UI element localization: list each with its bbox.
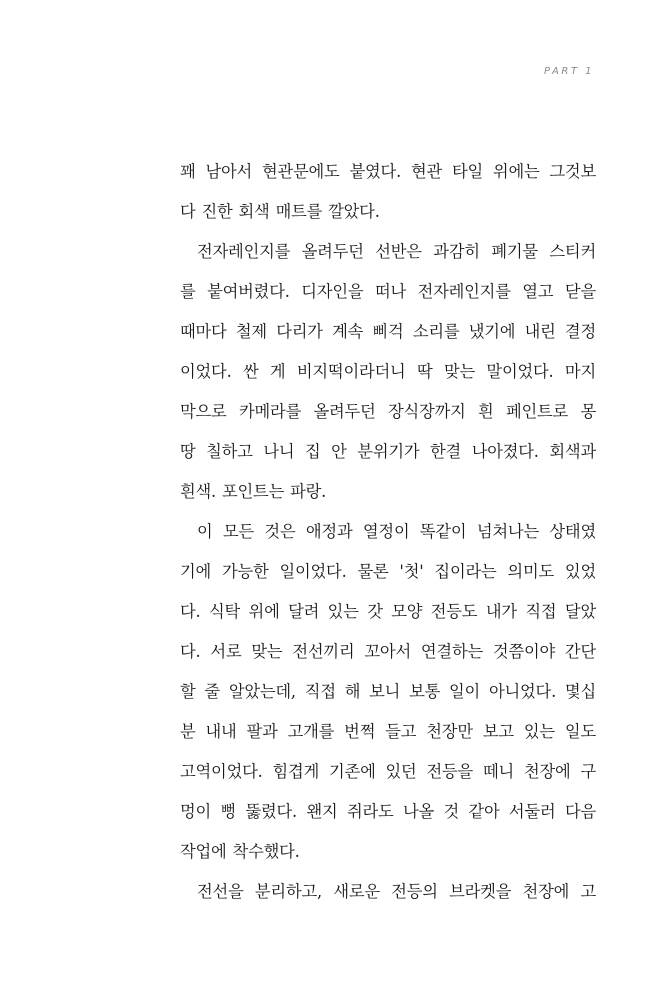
text-line: 작업에 착수했다. bbox=[180, 842, 300, 861]
text-line: 다. 식탁 위에 달려 있는 갓 모양 전등도 내가 직접 달았 bbox=[180, 602, 596, 621]
text-line: 고역이었다. 힘겹게 기존에 있던 전등을 떼니 천장에 구 bbox=[180, 762, 596, 781]
text-line: 분 내내 팔과 고개를 번쩍 들고 천장만 보고 있는 일도 bbox=[180, 722, 596, 741]
running-head: PART 1 bbox=[544, 66, 594, 77]
body-text bbox=[180, 152, 596, 912]
text-line: 이었다. 싼 게 비지떡이라더니 딱 맞는 말이었다. 마지 bbox=[180, 362, 596, 381]
text-line: 전선을 분리하고, 새로운 전등의 브라켓을 천장에 고 bbox=[197, 882, 596, 901]
text-line: 멍이 뻥 뚫렸다. 왠지 쥐라도 나올 것 같아 서둘러 다음 bbox=[180, 802, 596, 821]
text-line: 때마다 철제 다리가 계속 삐걱 소리를 냈기에 내린 결정 bbox=[180, 322, 596, 341]
text-line: 다 진한 회색 매트를 깔았다. bbox=[180, 202, 380, 221]
text-line: 이 모든 것은 애정과 열정이 똑같이 넘쳐나는 상태였 bbox=[197, 522, 596, 541]
text-line: 기에 가능한 일이었다. 물론 '첫' 집이라는 의미도 있었 bbox=[180, 562, 596, 581]
text-line: 를 붙여버렸다. 디자인을 떠나 전자레인지를 열고 닫을 bbox=[180, 282, 596, 301]
text-line: 꽤 남아서 현관문에도 붙였다. 현관 타일 위에는 그것보 bbox=[180, 162, 596, 181]
text-line: 다. 서로 맞는 전선끼리 꼬아서 연결하는 것쯤이야 간단 bbox=[180, 642, 596, 661]
text-line: 흰색. 포인트는 파랑. bbox=[180, 482, 327, 501]
text-line: 땅 칠하고 나니 집 안 분위기가 한결 나아졌다. 회색과 bbox=[180, 442, 596, 461]
text-line: 전자레인지를 올려두던 선반은 과감히 폐기물 스티커 bbox=[197, 242, 596, 261]
text-line: 막으로 카메라를 올려두던 장식장까지 흰 페인트로 몽 bbox=[180, 402, 596, 421]
text-line: 할 줄 알았는데, 직접 해 보니 보통 일이 아니었다. 몇십 bbox=[180, 682, 596, 701]
